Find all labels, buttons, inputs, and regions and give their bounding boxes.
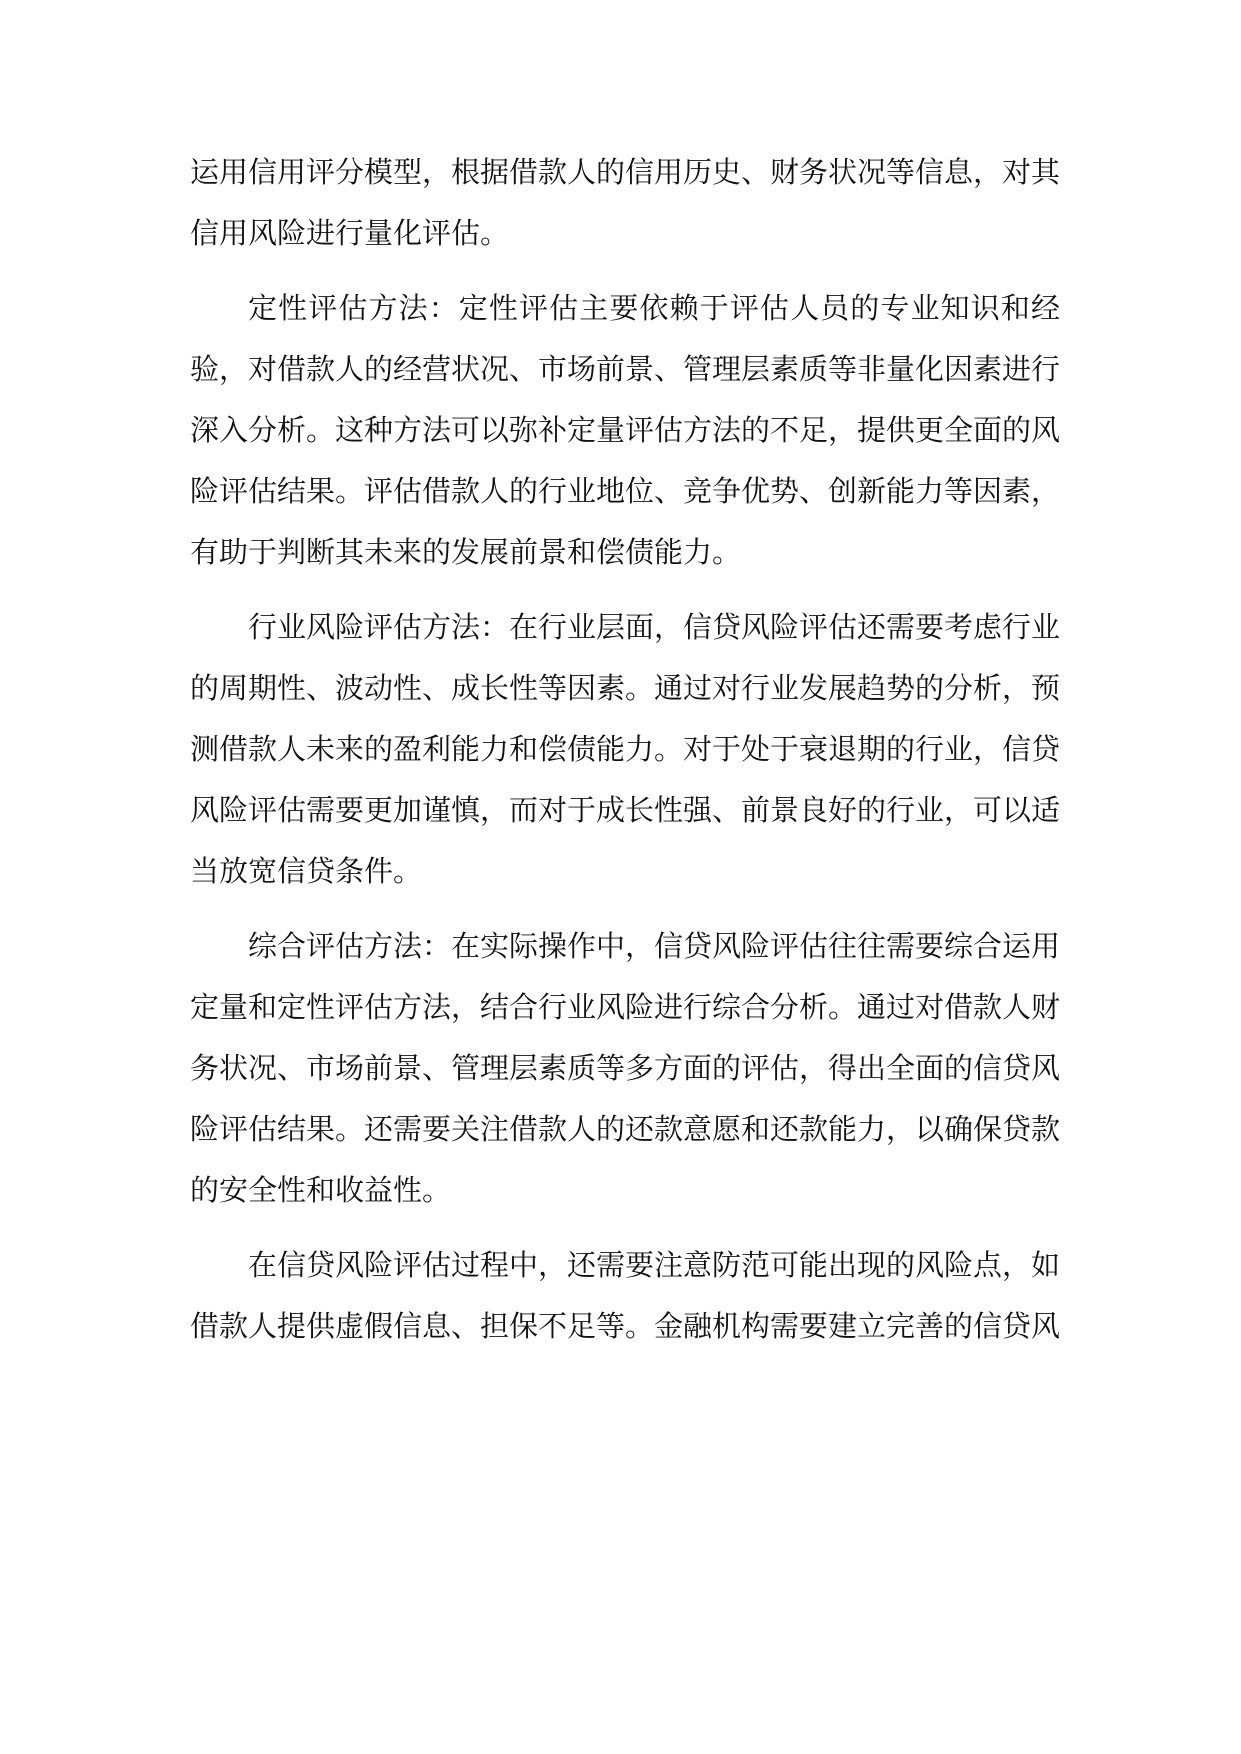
paragraph-risk-prevention: 在信贷风险评估过程中，还需要注意防范可能出现的风险点，如借款人提供虚假信息、担保不足等。金融机构需要建立完善的信贷风 — [190, 1248, 1061, 1343]
paragraph-industry-risk-method: 行业风险评估方法：在行业层面，信贷风险评估还需要考虑行业的周期性、波动性、成长性等因素。通过对行业发展趋势的分析，预测借款人未来的盈利能力和偿债能力。对于处于衰退期的行业，信贷风险评估需要更加谨慎，而对于成长性强、前景良好的行业，可以适当放宽信贷条件。 — [190, 610, 1061, 888]
paragraph-continuation: 运用信用评分模型，根据借款人的信用历史、财务状况等信息，对其信用风险进行量化评估。 — [190, 155, 1061, 250]
paragraph-comprehensive-method: 综合评估方法：在实际操作中，信贷风险评估往往需要综合运用定量和定性评估方法，结合行业风险进行综合分析。通过对借款人财务状况、市场前景、管理层素质等多方面的评估，得出全面的信贷风险评估结果。还需要关注借款人的还款意愿和还款能力，以确保贷款的安全性和收益性。 — [190, 929, 1061, 1207]
paragraph-qualitative-method: 定性评估方法：定性评估主要依赖于评估人员的专业知识和经验，对借款人的经营状况、市场前景、管理层素质等非量化因素进行深入分析。这种方法可以弥补定量评估方法的不足，提供更全面的风险评估结果。评估借款人的行业地位、竞争优势、创新能力等因素，有助于判断其未来的发展前景和偿债能力。 — [190, 291, 1061, 569]
document-body — [190, 142, 1060, 1371]
